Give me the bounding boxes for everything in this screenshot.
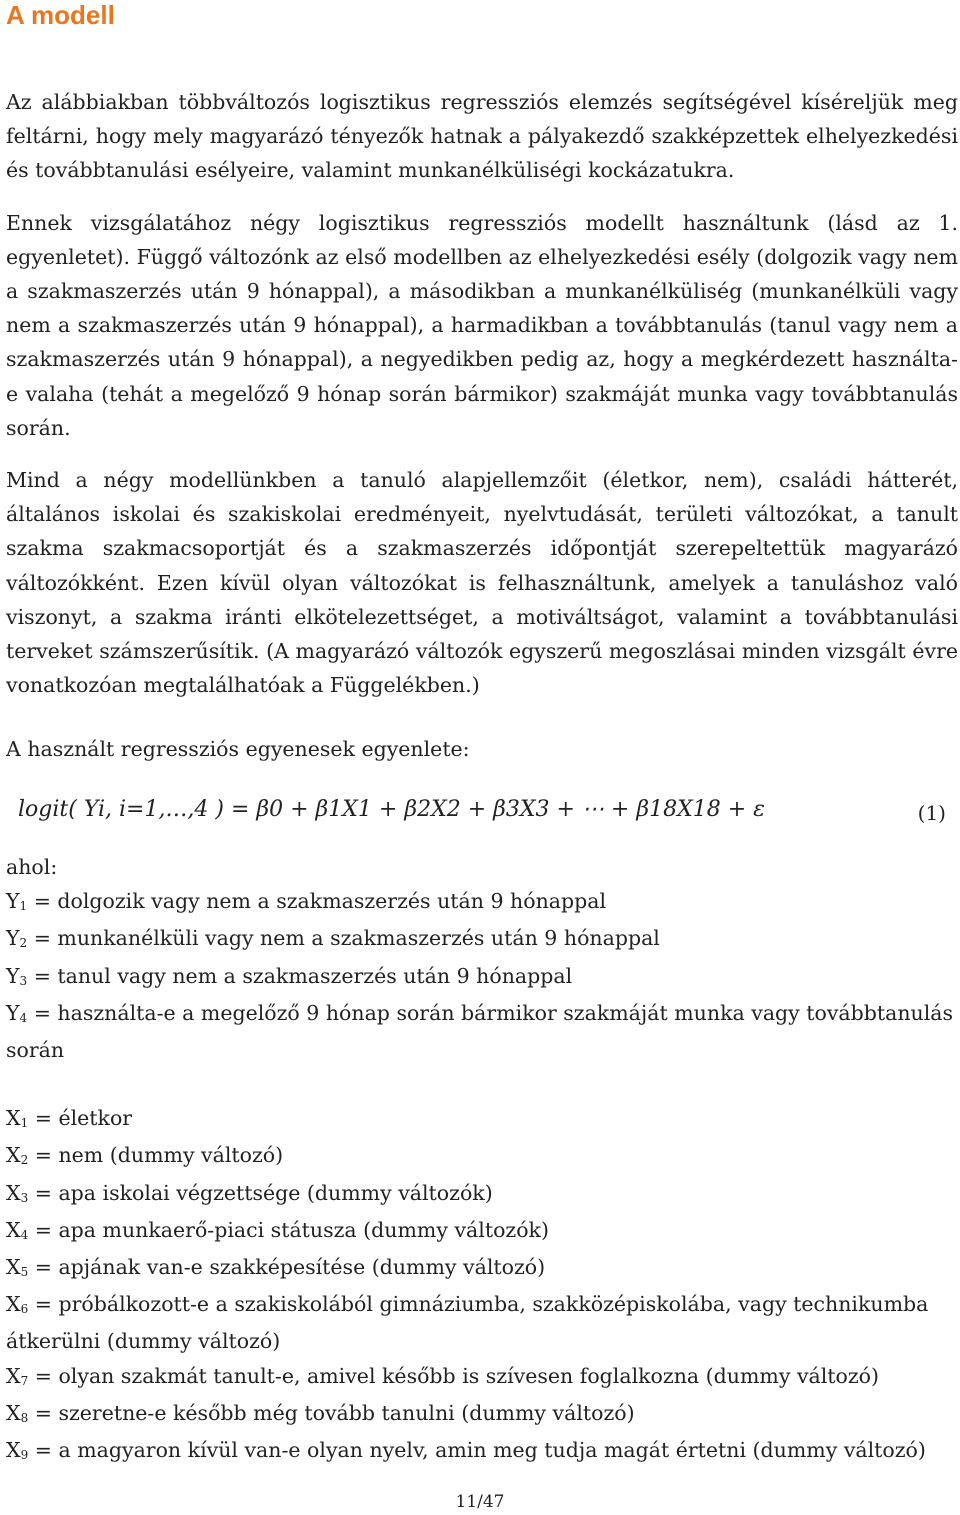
x-variable-description: = próbálkozott-e a szakiskolából gimnáziumba, szakközépiskolába, vagy technikumba átkerülni (dummy változó)	[6, 1292, 929, 1354]
explanatory-variable-list	[6, 1101, 958, 1470]
y-variable-subscript: 4	[19, 1010, 28, 1025]
x-variable-definition	[6, 1396, 958, 1433]
x-variable-description: = életkor	[28, 1106, 133, 1131]
x-variable-description: = nem (dummy változó)	[28, 1143, 284, 1168]
y-variable-subscript: 3	[19, 973, 28, 988]
x-variable-subscript: 1	[20, 1116, 29, 1131]
paragraph-2: Ennek vizsgálatához négy logisztikus regressziós modellt használtunk (lásd az 1. egyenletet). Függő változónk az első modellben az elhelyezkedési esély (dolgozik vagy nem a szakmaszerzés után 9 hónappal), a másodikban a munkanélküliség (munkanélküli vagy nem a szakmaszerzés után 9 hónappal), a harmadikban a továbbtanulás (tanul vagy nem a szakmaszerzés után 9 hónappal), a negyedikben pedig az, hogy a megkérdezett használta-e valaha (tehát a megelőző 9 hónap során bármikor) szakmáját munka vagy továbbtanulás során.	[6, 210, 958, 440]
y-variable-symbol: Y	[6, 1000, 20, 1025]
y-variable-description: = dolgozik vagy nem a szakmaszerzés után 9 hónappal	[27, 889, 607, 914]
ahol-label: ahol:	[6, 855, 58, 879]
regression-equation	[18, 797, 946, 837]
y-variable-subscript: 1	[19, 899, 28, 914]
x-variable-subscript: 2	[20, 1153, 29, 1168]
x-variable-symbol: X	[6, 1143, 21, 1168]
x-variable-symbol: X	[6, 1363, 21, 1388]
equation-number: (1)	[917, 801, 946, 825]
y-variable-symbol: Y	[6, 926, 20, 951]
x-variable-definition	[6, 1176, 958, 1213]
page-number: 11/47	[455, 1492, 505, 1512]
x-variable-definition	[6, 1138, 958, 1175]
x-variable-symbol: X	[6, 1255, 21, 1280]
y-variable-description: = használta-e a megelőző 9 hónap során bármikor szakmáját munka vagy továbbtanulás során	[6, 1000, 954, 1063]
y-variable-definition	[6, 959, 958, 996]
x-variable-description: = a magyaron kívül van-e olyan nyelv, amin meg tudja magát értetni (dummy változó)	[28, 1438, 926, 1463]
paragraph-1: Az alábbiakban többváltozós logisztikus regressziós elemzés segítségével kíséreljük meg feltárni, hogy mely magyarázó tényezők hatnak a pályakezdő szakképzettek elhelyezkedési és továbbtanulási esélyeire, valamint munkanélküliségi kockázatukra.	[6, 90, 958, 183]
x-variable-description: = apjának van-e szakképesítése (dummy változó)	[28, 1255, 546, 1280]
x-variable-definition	[6, 1433, 958, 1470]
x-variable-definition	[6, 1213, 958, 1250]
dependent-variable-list	[6, 884, 958, 1067]
y-variable-definition	[6, 921, 958, 958]
y-variable-definition	[6, 996, 958, 1067]
y-variable-definition	[6, 884, 958, 921]
x-variable-subscript: 5	[20, 1265, 29, 1280]
x-variable-subscript: 4	[20, 1227, 29, 1242]
x-variable-subscript: 3	[20, 1190, 29, 1205]
x-variable-definition	[6, 1359, 958, 1396]
paragraph-4: A használt regressziós egyenesek egyenlete:	[6, 737, 470, 762]
x-variable-subscript: 7	[20, 1373, 29, 1388]
y-variable-subscript: 2	[19, 936, 28, 951]
y-variable-symbol: Y	[6, 889, 20, 914]
x-variable-subscript: 6	[20, 1302, 29, 1317]
section-heading: A modell	[6, 0, 115, 30]
y-variable-symbol: Y	[6, 963, 20, 988]
body-text	[6, 85, 958, 767]
x-variable-symbol: X	[6, 1292, 21, 1317]
x-variable-symbol: X	[6, 1438, 21, 1463]
y-variable-description: = tanul vagy nem a szakmaszerzés után 9 hónappal	[27, 963, 573, 988]
equation-formula: logit( Yi, i=1,…,4 ) = β0 + β1X1 + β2X2 + β3X3 + ⋯ + β18X18 + ε	[18, 797, 765, 822]
x-variable-symbol: X	[6, 1106, 21, 1131]
x-variable-definition	[6, 1250, 958, 1287]
x-variable-symbol: X	[6, 1217, 21, 1242]
paragraph-3: Mind a négy modellünkben a tanuló alapjellemzőit (életkor, nem), családi hátterét, általános iskolai és szakiskolai eredményeit, nyelvtudását, területi változókat, a tanult szakma szakmacsoportját és a szakmaszerzés időpontját szerepeltettük magyarázó változókként. Ezen kívül olyan változókat is felhasználtunk, amelyek a tanuláshoz való viszonyt, a szakma iránti elkötelezettséget, a motiváltságot, valamint a továbbtanulási terveket számszerűsítik. (A magyarázó változók egyszerű megoszlásai minden vizsgált évre vonatkozóan megtalálhatóak a Függelékben.)	[6, 468, 958, 698]
x-variable-description: = apa munkaerő-piaci státusza (dummy változók)	[28, 1217, 549, 1242]
x-variable-definition	[6, 1287, 958, 1358]
x-variable-definition	[6, 1101, 958, 1138]
x-variable-description: = szeretne-e később még tovább tanulni (dummy változó)	[28, 1400, 635, 1425]
x-variable-symbol: X	[6, 1400, 21, 1425]
x-variable-symbol: X	[6, 1180, 21, 1205]
x-variable-subscript: 8	[20, 1410, 29, 1425]
variable-definitions	[6, 850, 958, 1470]
x-variable-description: = apa iskolai végzettsége (dummy változók)	[28, 1180, 493, 1205]
x-variable-subscript: 9	[20, 1448, 29, 1463]
x-variable-description: = olyan szakmát tanult-e, amivel később is szívesen foglalkozna (dummy változó)	[28, 1363, 880, 1388]
y-variable-description: = munkanélküli vagy nem a szakmaszerzés után 9 hónappal	[27, 926, 660, 951]
